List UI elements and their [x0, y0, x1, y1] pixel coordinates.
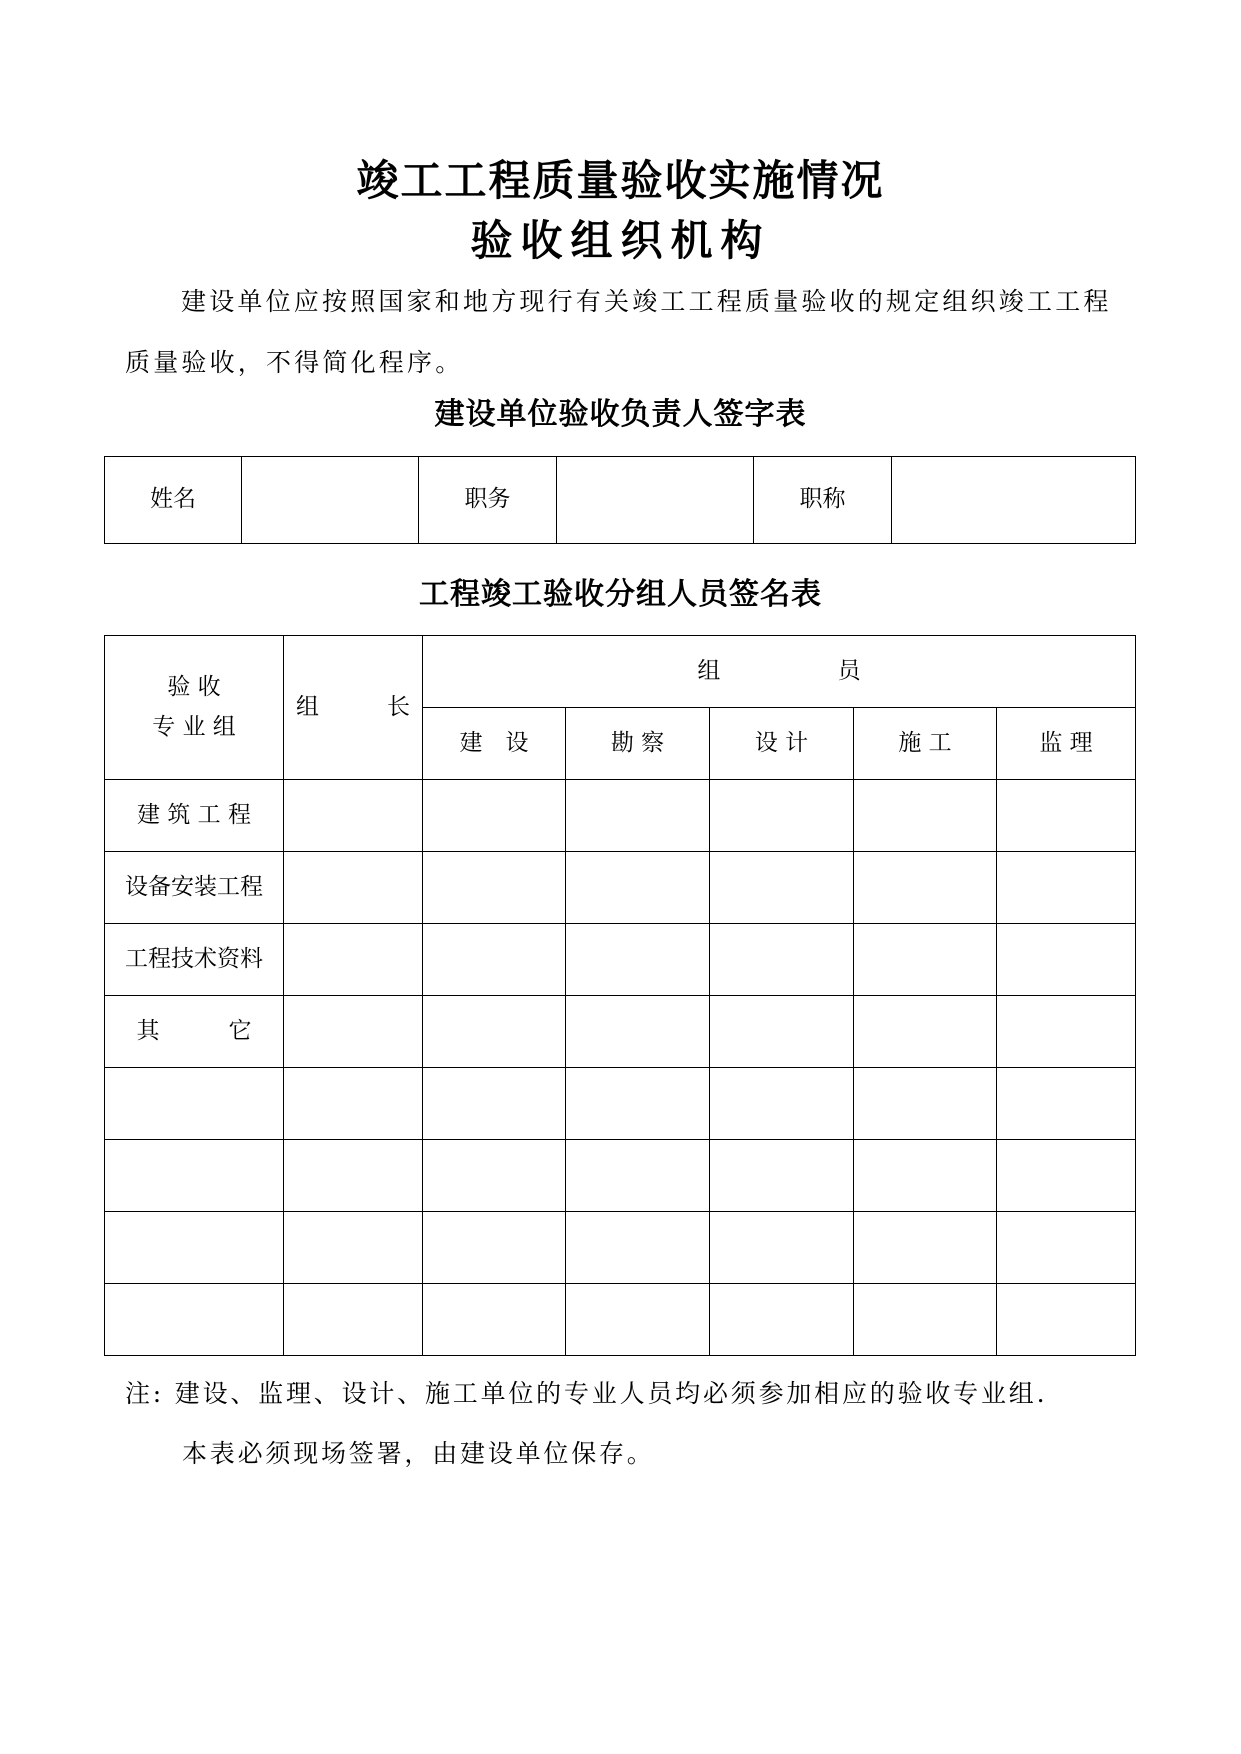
- position-label: 职务: [419, 457, 557, 544]
- signature-table-title: 建设单位验收负责人签字表: [434, 397, 807, 432]
- table-cell[interactable]: [854, 1212, 997, 1284]
- table-cell[interactable]: [284, 996, 423, 1068]
- table-cell[interactable]: [997, 996, 1136, 1068]
- table-cell[interactable]: [423, 1068, 566, 1140]
- table-cell[interactable]: [854, 1140, 997, 1212]
- table-cell[interactable]: [284, 1068, 423, 1140]
- rank-label: 职称: [754, 457, 892, 544]
- col-group-line2: 专 业 组: [152, 713, 236, 740]
- table-cell[interactable]: [566, 1284, 710, 1356]
- intro-paragraph: 建设单位应按照国家和地方现行有关竣工工程质量验收的规定组织竣工工程质量验收，不得简化程序。: [125, 287, 1112, 377]
- row-label: [105, 1140, 284, 1212]
- note-line-1: 注: 建设、监理、设计、施工单位的专业人员均必须参加相应的验收专业组.: [125, 1379, 1048, 1408]
- group-table: [104, 635, 1136, 1356]
- table-row: [105, 996, 1136, 1068]
- table-cell[interactable]: [997, 924, 1136, 996]
- table-cell[interactable]: [284, 852, 423, 924]
- row-label: [105, 1068, 284, 1140]
- table-row: [105, 1140, 1136, 1212]
- row-label: 工程技术资料: [105, 924, 284, 996]
- rank-field[interactable]: [892, 457, 1136, 544]
- table-cell[interactable]: [710, 996, 854, 1068]
- table-cell[interactable]: [997, 780, 1136, 852]
- table-cell[interactable]: [710, 1068, 854, 1140]
- member-col-header: 设 计: [710, 708, 854, 780]
- table-cell[interactable]: [566, 1140, 710, 1212]
- table-cell[interactable]: [997, 1212, 1136, 1284]
- table-cell[interactable]: [710, 1284, 854, 1356]
- table-cell[interactable]: [854, 780, 997, 852]
- table-cell[interactable]: [710, 924, 854, 996]
- members-header: [423, 636, 1136, 708]
- table-row: [105, 924, 1136, 996]
- col-group-line1: 验 收: [167, 674, 221, 701]
- document-title: 竣工工程质量验收实施情况: [356, 156, 885, 205]
- document-subtitle: 验收组织机构: [470, 216, 771, 265]
- table-cell[interactable]: [423, 780, 566, 852]
- row-label: 设备安装工程: [105, 852, 284, 924]
- table-cell[interactable]: [854, 924, 997, 996]
- table-cell[interactable]: [710, 780, 854, 852]
- table-cell[interactable]: [710, 1212, 854, 1284]
- members-a: 组: [697, 657, 721, 684]
- table-cell[interactable]: [284, 780, 423, 852]
- members-b: 员: [837, 657, 861, 684]
- table-cell[interactable]: [423, 1140, 566, 1212]
- row-label: 其 它: [105, 996, 284, 1068]
- table-row: [105, 852, 1136, 924]
- table-cell[interactable]: [423, 996, 566, 1068]
- position-field[interactable]: [557, 457, 754, 544]
- row-label: 建 筑 工 程: [105, 780, 284, 852]
- table-cell[interactable]: [997, 852, 1136, 924]
- col-leader-header: [284, 636, 423, 780]
- table-cell[interactable]: [710, 852, 854, 924]
- table-cell[interactable]: [854, 996, 997, 1068]
- member-col-header: 监 理: [997, 708, 1136, 780]
- table-row: [105, 1212, 1136, 1284]
- table-cell[interactable]: [997, 1284, 1136, 1356]
- table-cell[interactable]: [566, 924, 710, 996]
- table-cell[interactable]: [710, 1140, 854, 1212]
- table-cell[interactable]: [566, 780, 710, 852]
- table-cell[interactable]: [284, 1284, 423, 1356]
- signature-table: [104, 456, 1136, 544]
- member-col-header: 建 设: [423, 708, 566, 780]
- row-label: [105, 1284, 284, 1356]
- table-row: [105, 1284, 1136, 1356]
- table-row: [105, 1068, 1136, 1140]
- col-group-header: [105, 636, 284, 780]
- col-leader-a: 组: [296, 693, 319, 720]
- table-cell[interactable]: [284, 1212, 423, 1284]
- name-label: 姓名: [105, 457, 242, 544]
- table-cell[interactable]: [423, 852, 566, 924]
- table-cell[interactable]: [997, 1140, 1136, 1212]
- table-row: [105, 780, 1136, 852]
- col-leader-b: 长: [387, 693, 410, 720]
- group-table-title: 工程竣工验收分组人员签名表: [419, 577, 822, 612]
- member-col-header: 勘 察: [566, 708, 710, 780]
- table-cell[interactable]: [423, 924, 566, 996]
- table-cell[interactable]: [284, 924, 423, 996]
- table-cell[interactable]: [854, 1068, 997, 1140]
- table-cell[interactable]: [566, 1068, 710, 1140]
- table-cell[interactable]: [423, 1212, 566, 1284]
- name-field[interactable]: [242, 457, 419, 544]
- table-cell[interactable]: [566, 852, 710, 924]
- row-label: [105, 1212, 284, 1284]
- member-col-header: 施 工: [854, 708, 997, 780]
- table-cell[interactable]: [997, 1068, 1136, 1140]
- table-cell[interactable]: [854, 852, 997, 924]
- table-cell[interactable]: [854, 1284, 997, 1356]
- table-cell[interactable]: [566, 1212, 710, 1284]
- table-cell[interactable]: [566, 996, 710, 1068]
- note-line-2: 本表必须现场签署，由建设单位保存。: [182, 1439, 655, 1468]
- table-cell[interactable]: [284, 1140, 423, 1212]
- table-cell[interactable]: [423, 1284, 566, 1356]
